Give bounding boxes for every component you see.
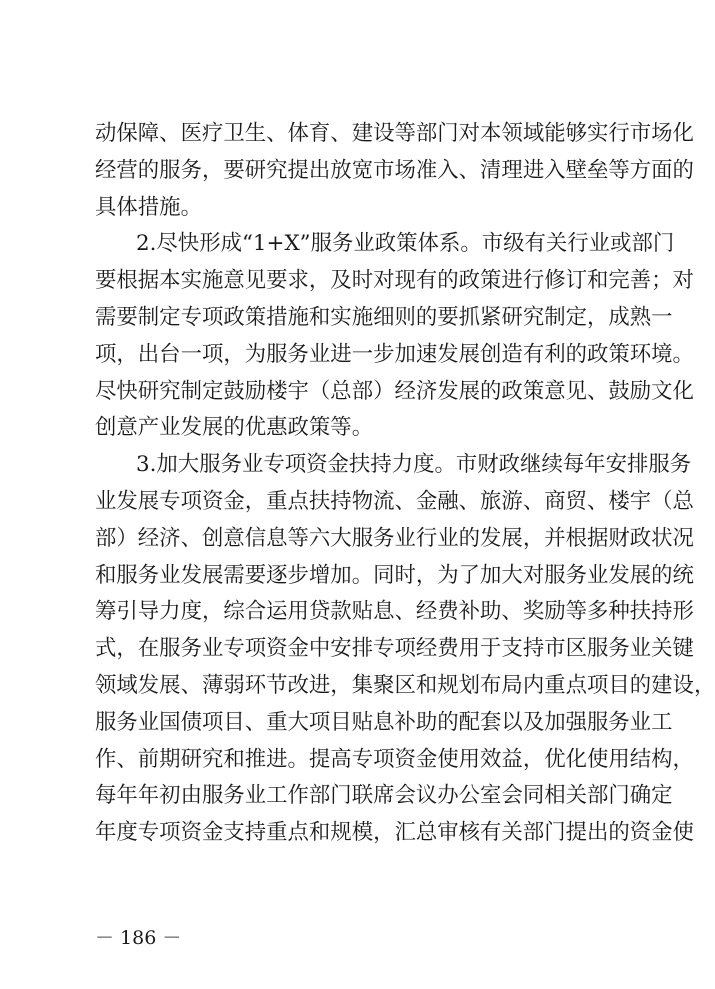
text-line: 和服务业发展需要逐步增加。同时，为了加大对服务业发展的统 bbox=[95, 562, 694, 588]
text-line: 要根据本实施意见要求，及时对现有的政策进行修订和完善；对 bbox=[95, 268, 694, 294]
text-line: 尽快研究制定鼓励楼宇（总部）经济发展的政策意见、鼓励文化 bbox=[95, 378, 694, 404]
text-line: 筹引导力度，综合运用贷款贴息、经费补助、奖励等多种扶持形 bbox=[95, 599, 694, 625]
text-line: 领域发展、薄弱环节改进，集聚区和规划布局内重点项目的建设， bbox=[95, 672, 715, 698]
text-line: 项，出台一项，为服务业进一步加速发展创造有利的政策环境。 bbox=[95, 341, 694, 367]
text-line: 动保障、医疗卫生、体育、建设等部门对本领域能够实行市场化 bbox=[95, 121, 694, 146]
text-line: 创意产业发展的优惠政策等。 bbox=[95, 415, 374, 441]
page-number: － 186 － bbox=[95, 927, 182, 949]
text-line: 业发展专项资金，重点扶持物流、金融、旅游、商贸、楼宇（总 bbox=[95, 488, 694, 514]
text-line: 式，在服务业专项资金中安排专项经费用于支持市区服务业关键 bbox=[95, 636, 694, 662]
text-line: 服务业国债项目、重大项目贴息补助的配套以及加强服务业工 bbox=[95, 709, 673, 735]
text-line-paragraph-start: 2.尽快形成“1+X”服务业政策体系。市级有关行业或部门 bbox=[136, 231, 675, 257]
text-line: 作、前期研究和推进。提高专项资金使用效益，优化使用结构， bbox=[95, 746, 694, 772]
text-line: 经营的服务，要研究提出放宽市场准入、清理进入壁垒等方面的 bbox=[95, 157, 694, 183]
text-line: 每年年初由服务业工作部门联席会议办公室会同相关部门确定 bbox=[95, 783, 673, 809]
text-line: 需要制定专项政策措施和实施细则的要抓紧研究制定，成熟一 bbox=[95, 304, 673, 330]
text-line: 部）经济、创意信息等六大服务业行业的发展，并根据财政状况 bbox=[95, 525, 694, 551]
text-line: 具体措施。 bbox=[95, 194, 202, 220]
body-text bbox=[95, 116, 715, 852]
text-line-paragraph-start: 3.加大服务业专项资金扶持力度。市财政继续每年安排服务 bbox=[136, 452, 692, 478]
text-line: 年度专项资金支持重点和规模，汇总审核有关部门提出的资金使 bbox=[95, 820, 694, 846]
